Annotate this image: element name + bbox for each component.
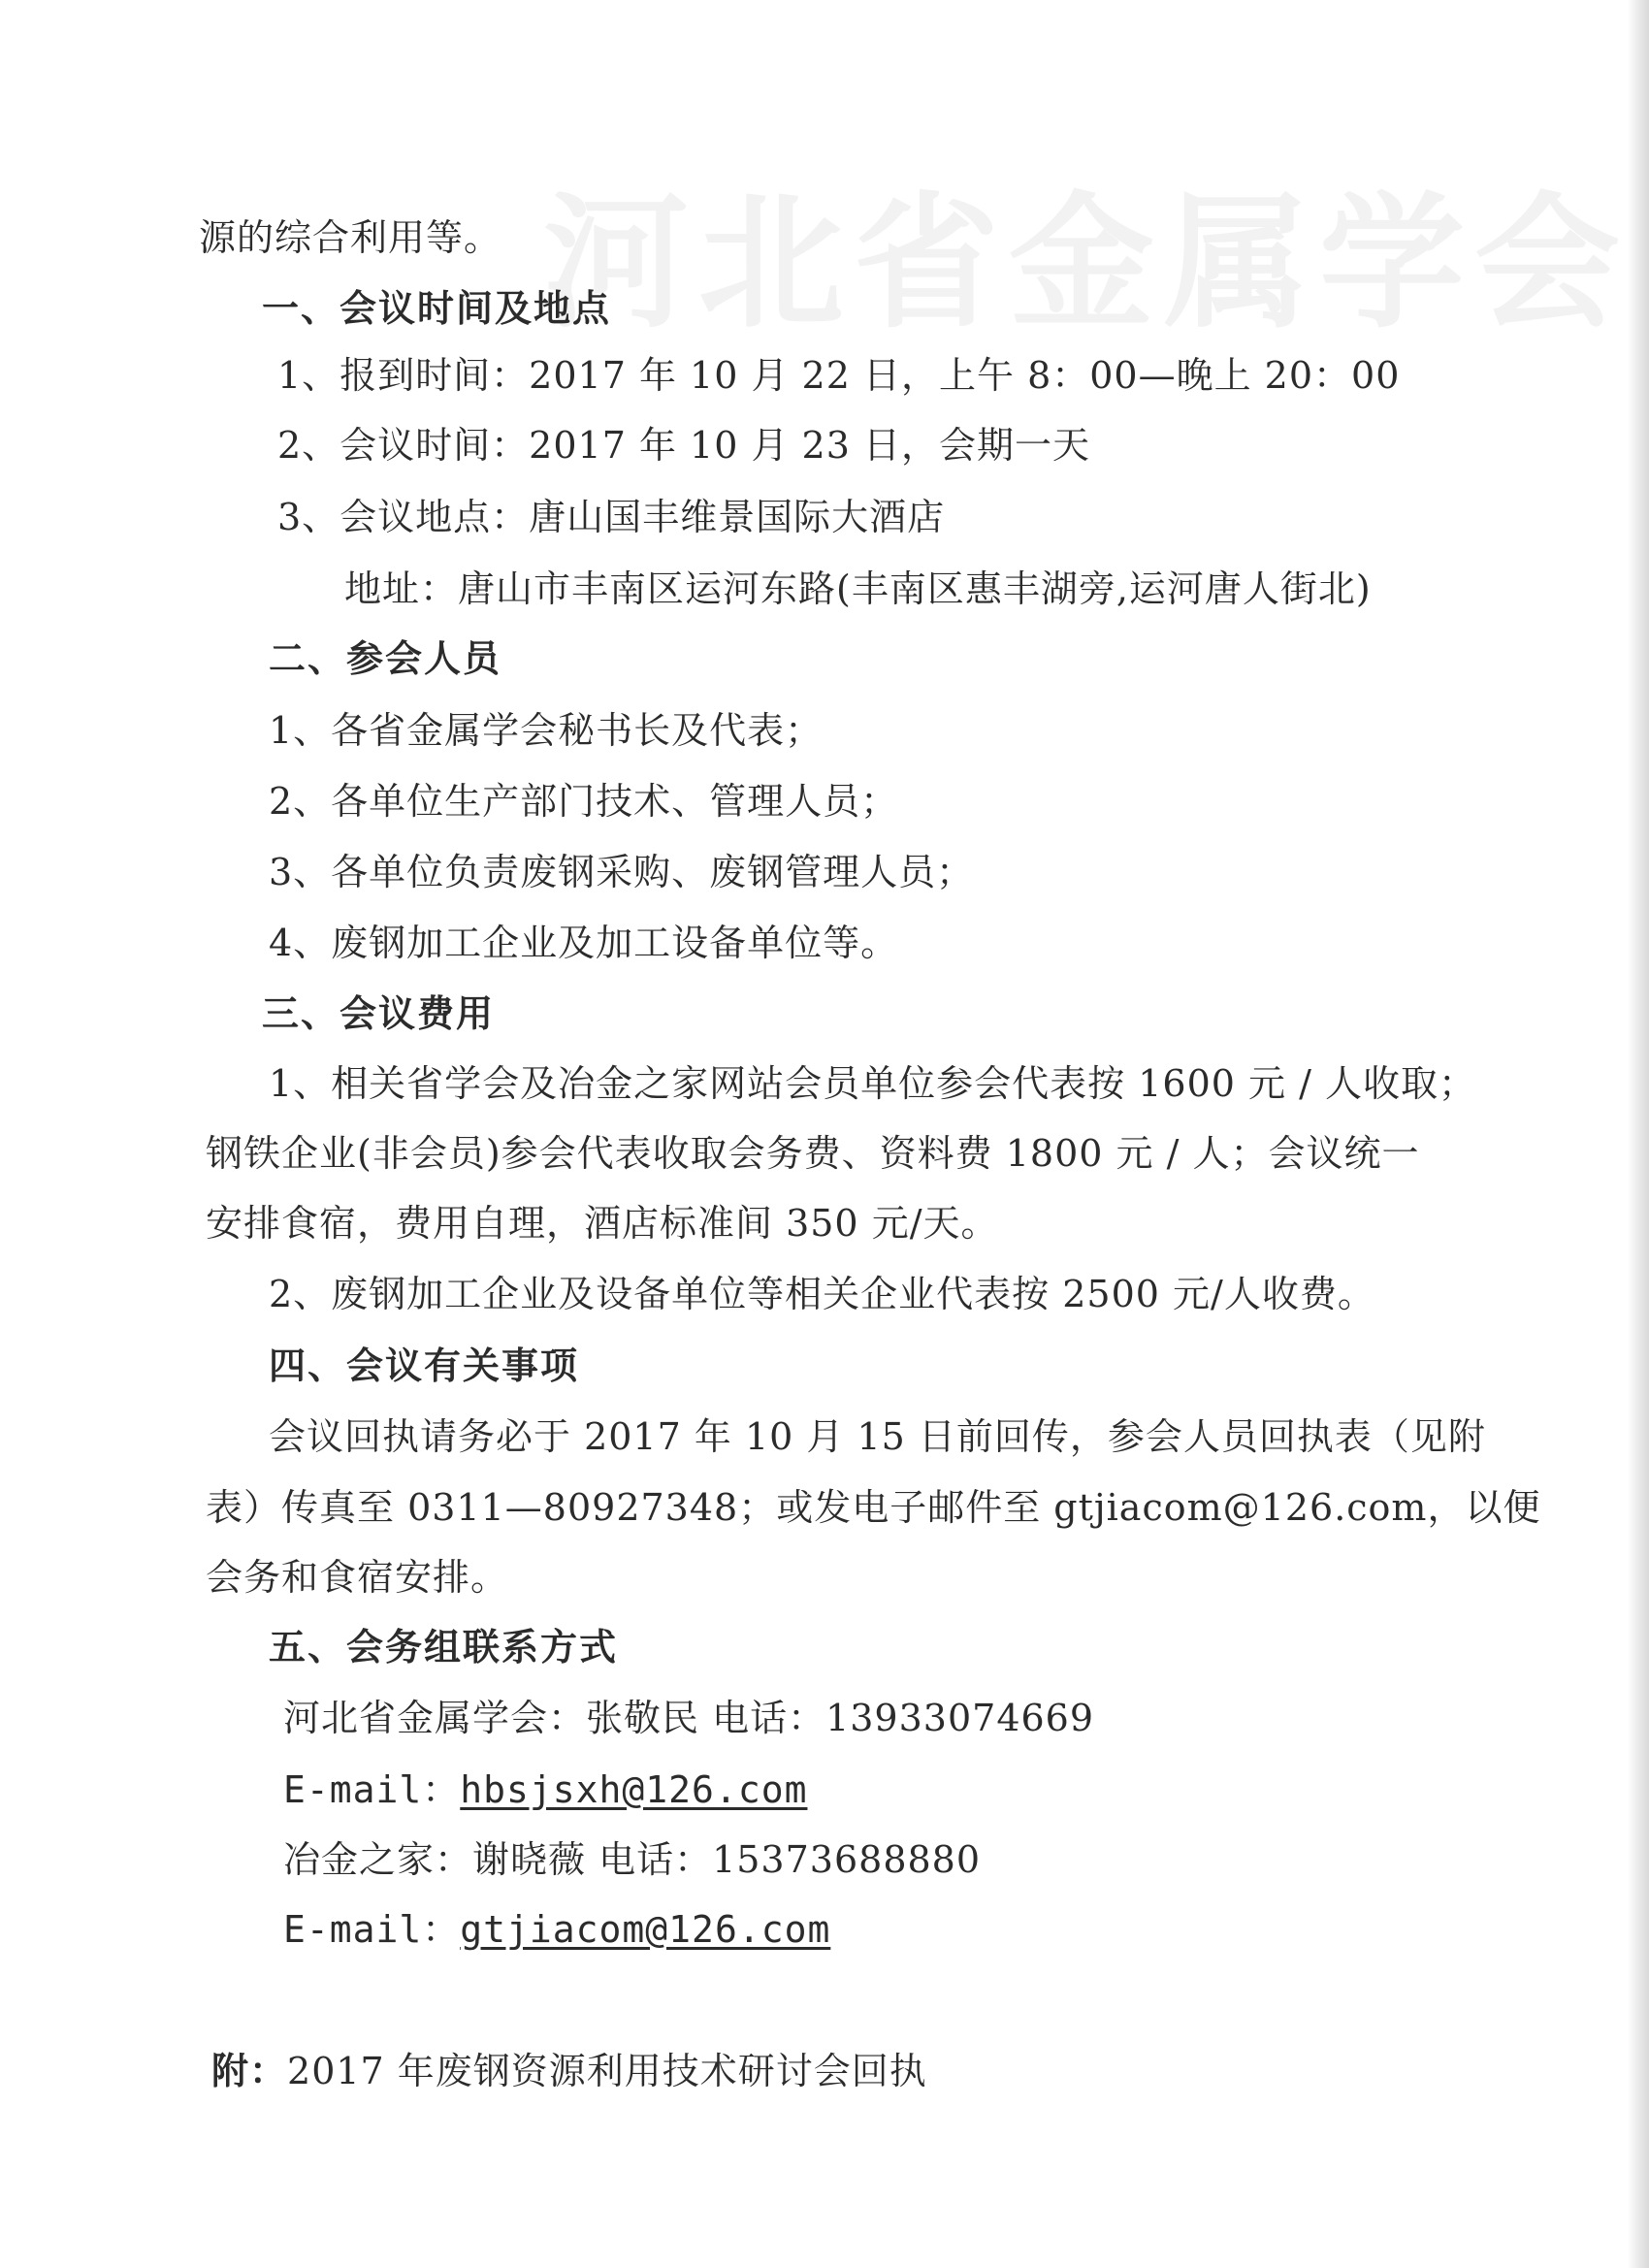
section-5-heading: 五、会务组联系方式 xyxy=(269,1626,619,1669)
section-1-item-2: 2、会议时间：2017 年 10 月 23 日，会期一天 xyxy=(277,424,1090,467)
email-2-row xyxy=(283,1907,830,1952)
section-3-heading: 三、会议费用 xyxy=(262,992,496,1035)
contact-2: 冶金之家：谢晓薇 电话：15373688880 xyxy=(283,1838,982,1881)
bleed-through-stamp: 河北省金属学会 xyxy=(543,179,1631,348)
email-1-row xyxy=(283,1767,807,1812)
email-1-label: E-mail： xyxy=(283,1768,461,1811)
section-2-item-3: 3、各单位负责废钢采购、废钢管理人员； xyxy=(269,851,975,893)
section-3-line-3: 安排食宿，费用自理，酒店标准间 350 元/天。 xyxy=(206,1202,999,1245)
section-2-heading: 二、参会人员 xyxy=(269,637,502,680)
section-3-line-1: 1、相关省学会及冶金之家网站会员单位参会代表按 1600 元 / 人收取； xyxy=(269,1062,1477,1105)
continuation-line: 源的综合利用等。 xyxy=(199,216,502,259)
section-3-line-4: 2、废钢加工企业及设备单位等相关企业代表按 2500 元/人收费。 xyxy=(269,1273,1375,1315)
section-4-line-3: 会务和食宿安排。 xyxy=(206,1556,509,1599)
section-4-heading: 四、会议有关事项 xyxy=(269,1345,580,1387)
email-2-label: E-mail： xyxy=(283,1908,461,1951)
section-2-item-2: 2、各单位生产部门技术、管理人员； xyxy=(269,780,899,823)
section-1-address: 地址：唐山市丰南区运河东路(丰南区惠丰湖旁,运河唐人街北) xyxy=(344,567,1372,610)
section-4-line-1: 会议回执请务必于 2017 年 10 月 15 日前回传，参会人员回执表（见附 xyxy=(269,1415,1486,1458)
attachment-line xyxy=(211,2049,927,2093)
attachment-label: 附： xyxy=(211,2050,288,2092)
section-4-line-2: 表）传真至 0311—80927348；或发电子邮件至 gtjiacom@126.com，以便 xyxy=(206,1486,1541,1529)
contact-1: 河北省金属学会：张敬民 电话：13933074669 xyxy=(283,1697,1095,1739)
section-1-item-1: 1、报到时间：2017 年 10 月 22 日，上午 8：00—晚上 20：00 xyxy=(277,354,1401,397)
section-2-item-1: 1、各省金属学会秘书长及代表； xyxy=(269,709,824,752)
section-1-heading: 一、会议时间及地点 xyxy=(262,287,612,330)
scan-edge-shadow xyxy=(1628,0,1649,2268)
section-1-item-3: 3、会议地点：唐山国丰维景国际大酒店 xyxy=(277,496,946,538)
email-2-link[interactable]: gtjiacom@126.com xyxy=(460,1908,831,1951)
section-2-item-4: 4、废钢加工企业及加工设备单位等。 xyxy=(269,922,899,964)
attachment-title: 2017 年废钢资源利用技术研讨会回执 xyxy=(287,2050,927,2092)
email-1-link[interactable]: hbsjsxh@126.com xyxy=(460,1768,808,1811)
section-3-line-2: 钢铁企业(非会员)参会代表收取会务费、资料费 1800 元 / 人；会议统一 xyxy=(206,1132,1420,1175)
